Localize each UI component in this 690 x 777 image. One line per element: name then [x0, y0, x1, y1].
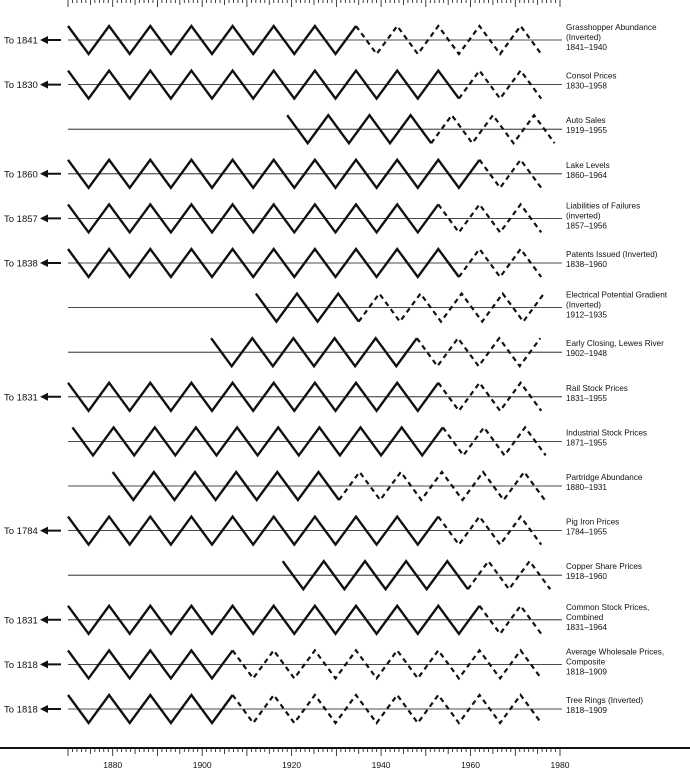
- axis-tick-label: 1960: [461, 760, 481, 770]
- series-row: [68, 427, 647, 455]
- series-origin-label: To 1818: [4, 659, 38, 671]
- series-label-line: 1902–1948: [566, 349, 607, 359]
- series-label-line: Partridge Abundance: [566, 473, 643, 482]
- series-origin-label: To 1831: [4, 615, 38, 627]
- series-label-line: 1918–1960: [566, 572, 607, 582]
- series-label-line: Common Stock Prices,: [566, 602, 650, 612]
- series-label-line: (Inverted): [566, 300, 602, 310]
- axis-tick-label: 1900: [192, 760, 212, 770]
- series-label-line: 1880–1931: [566, 483, 607, 492]
- axis-tick-label: 1940: [371, 760, 391, 770]
- series-label-line: Composite: [566, 657, 606, 667]
- bottom-axis: [0, 748, 690, 770]
- series-origin-label: To 1838: [4, 258, 38, 270]
- series-label-line: Combined: [566, 612, 604, 622]
- series-row: [4, 517, 619, 545]
- series-label-line: 1871–1955: [566, 438, 607, 448]
- left-arrow-icon: [40, 36, 48, 44]
- series-label-line: 1912–1935: [566, 310, 607, 320]
- series-label-line: Early Closing, Lewes River: [566, 339, 664, 349]
- series-label-line: Tree Rings (Inverted): [566, 696, 644, 705]
- series-label-line: Auto Sales: [566, 116, 606, 126]
- series-label-line: Average Wholesale Prices,: [566, 647, 665, 657]
- series-label-line: (inverted): [566, 211, 601, 221]
- series-label-line: Electrical Potential Gradient: [566, 290, 668, 300]
- series-label-line: Patents Issued (Inverted): [566, 250, 658, 259]
- series-label-line: 1831–1955: [566, 393, 607, 403]
- series-row: [4, 647, 664, 678]
- series-origin-label: To 1830: [4, 80, 38, 92]
- series-row: [4, 23, 657, 54]
- left-arrow-icon: [40, 660, 48, 668]
- series-label-line: Liabilities of Failures: [566, 201, 641, 211]
- series-row: [4, 249, 658, 277]
- left-arrow-icon: [40, 705, 48, 713]
- left-arrow-icon: [40, 616, 48, 624]
- series-label-line: 1841–1940: [566, 43, 607, 52]
- series-origin-label: To 1818: [4, 704, 38, 716]
- series-row: [68, 291, 668, 322]
- series-label-line: 1857–1956: [566, 221, 607, 231]
- series-origin-label: To 1831: [4, 392, 38, 404]
- series-row: [68, 338, 664, 366]
- series-label-line: Lake Levels: [566, 160, 610, 170]
- series-row: [4, 603, 649, 634]
- series-row: [68, 115, 607, 143]
- series-row: [4, 71, 617, 99]
- left-arrow-icon: [40, 170, 48, 178]
- axis-tick-label: 1920: [282, 760, 302, 770]
- left-arrow-icon: [40, 214, 48, 222]
- series-label-line: 1818–1909: [566, 706, 607, 715]
- axis-tick-label: 1980: [550, 760, 570, 770]
- series-origin-label: To 1841: [4, 35, 38, 47]
- series-label-line: 1830–1958: [566, 81, 607, 91]
- series-label-line: Pig Iron Prices: [566, 517, 620, 527]
- top-ruler: [68, 0, 560, 7]
- series-label-line: Industrial Stock Prices: [566, 428, 647, 438]
- series-label-line: 1784–1955: [566, 527, 607, 537]
- series-row: [4, 383, 628, 411]
- series-row: [4, 201, 640, 232]
- series-row: [4, 160, 610, 188]
- series-origin-label: To 1860: [4, 169, 38, 181]
- series-label-line: Consol Prices: [566, 71, 617, 81]
- series-label-line: 1838–1960: [566, 260, 607, 269]
- series-label-line: 1831–1964: [566, 622, 607, 632]
- series-row: [4, 695, 643, 723]
- axis-tick-label: 1880: [103, 760, 123, 770]
- series-origin-label: To 1857: [4, 213, 38, 225]
- series-label-line: Rail Stock Prices: [566, 383, 628, 393]
- left-arrow-icon: [40, 81, 48, 89]
- series-rows: [4, 23, 668, 723]
- series-label-line: 1919–1955: [566, 126, 607, 136]
- series-label-line: 1860–1964: [566, 170, 607, 180]
- series-origin-label: To 1784: [4, 526, 38, 538]
- series-label-line: Grasshopper Abundance: [566, 23, 657, 32]
- series-label-line: 1818–1909: [566, 667, 607, 677]
- left-arrow-icon: [40, 527, 48, 535]
- series-row: [68, 561, 642, 589]
- series-row: [68, 472, 643, 500]
- series-label-line: (Inverted): [566, 33, 602, 42]
- series-label-line: Copper Share Prices: [566, 562, 642, 572]
- left-arrow-icon: [40, 259, 48, 267]
- left-arrow-icon: [40, 393, 48, 401]
